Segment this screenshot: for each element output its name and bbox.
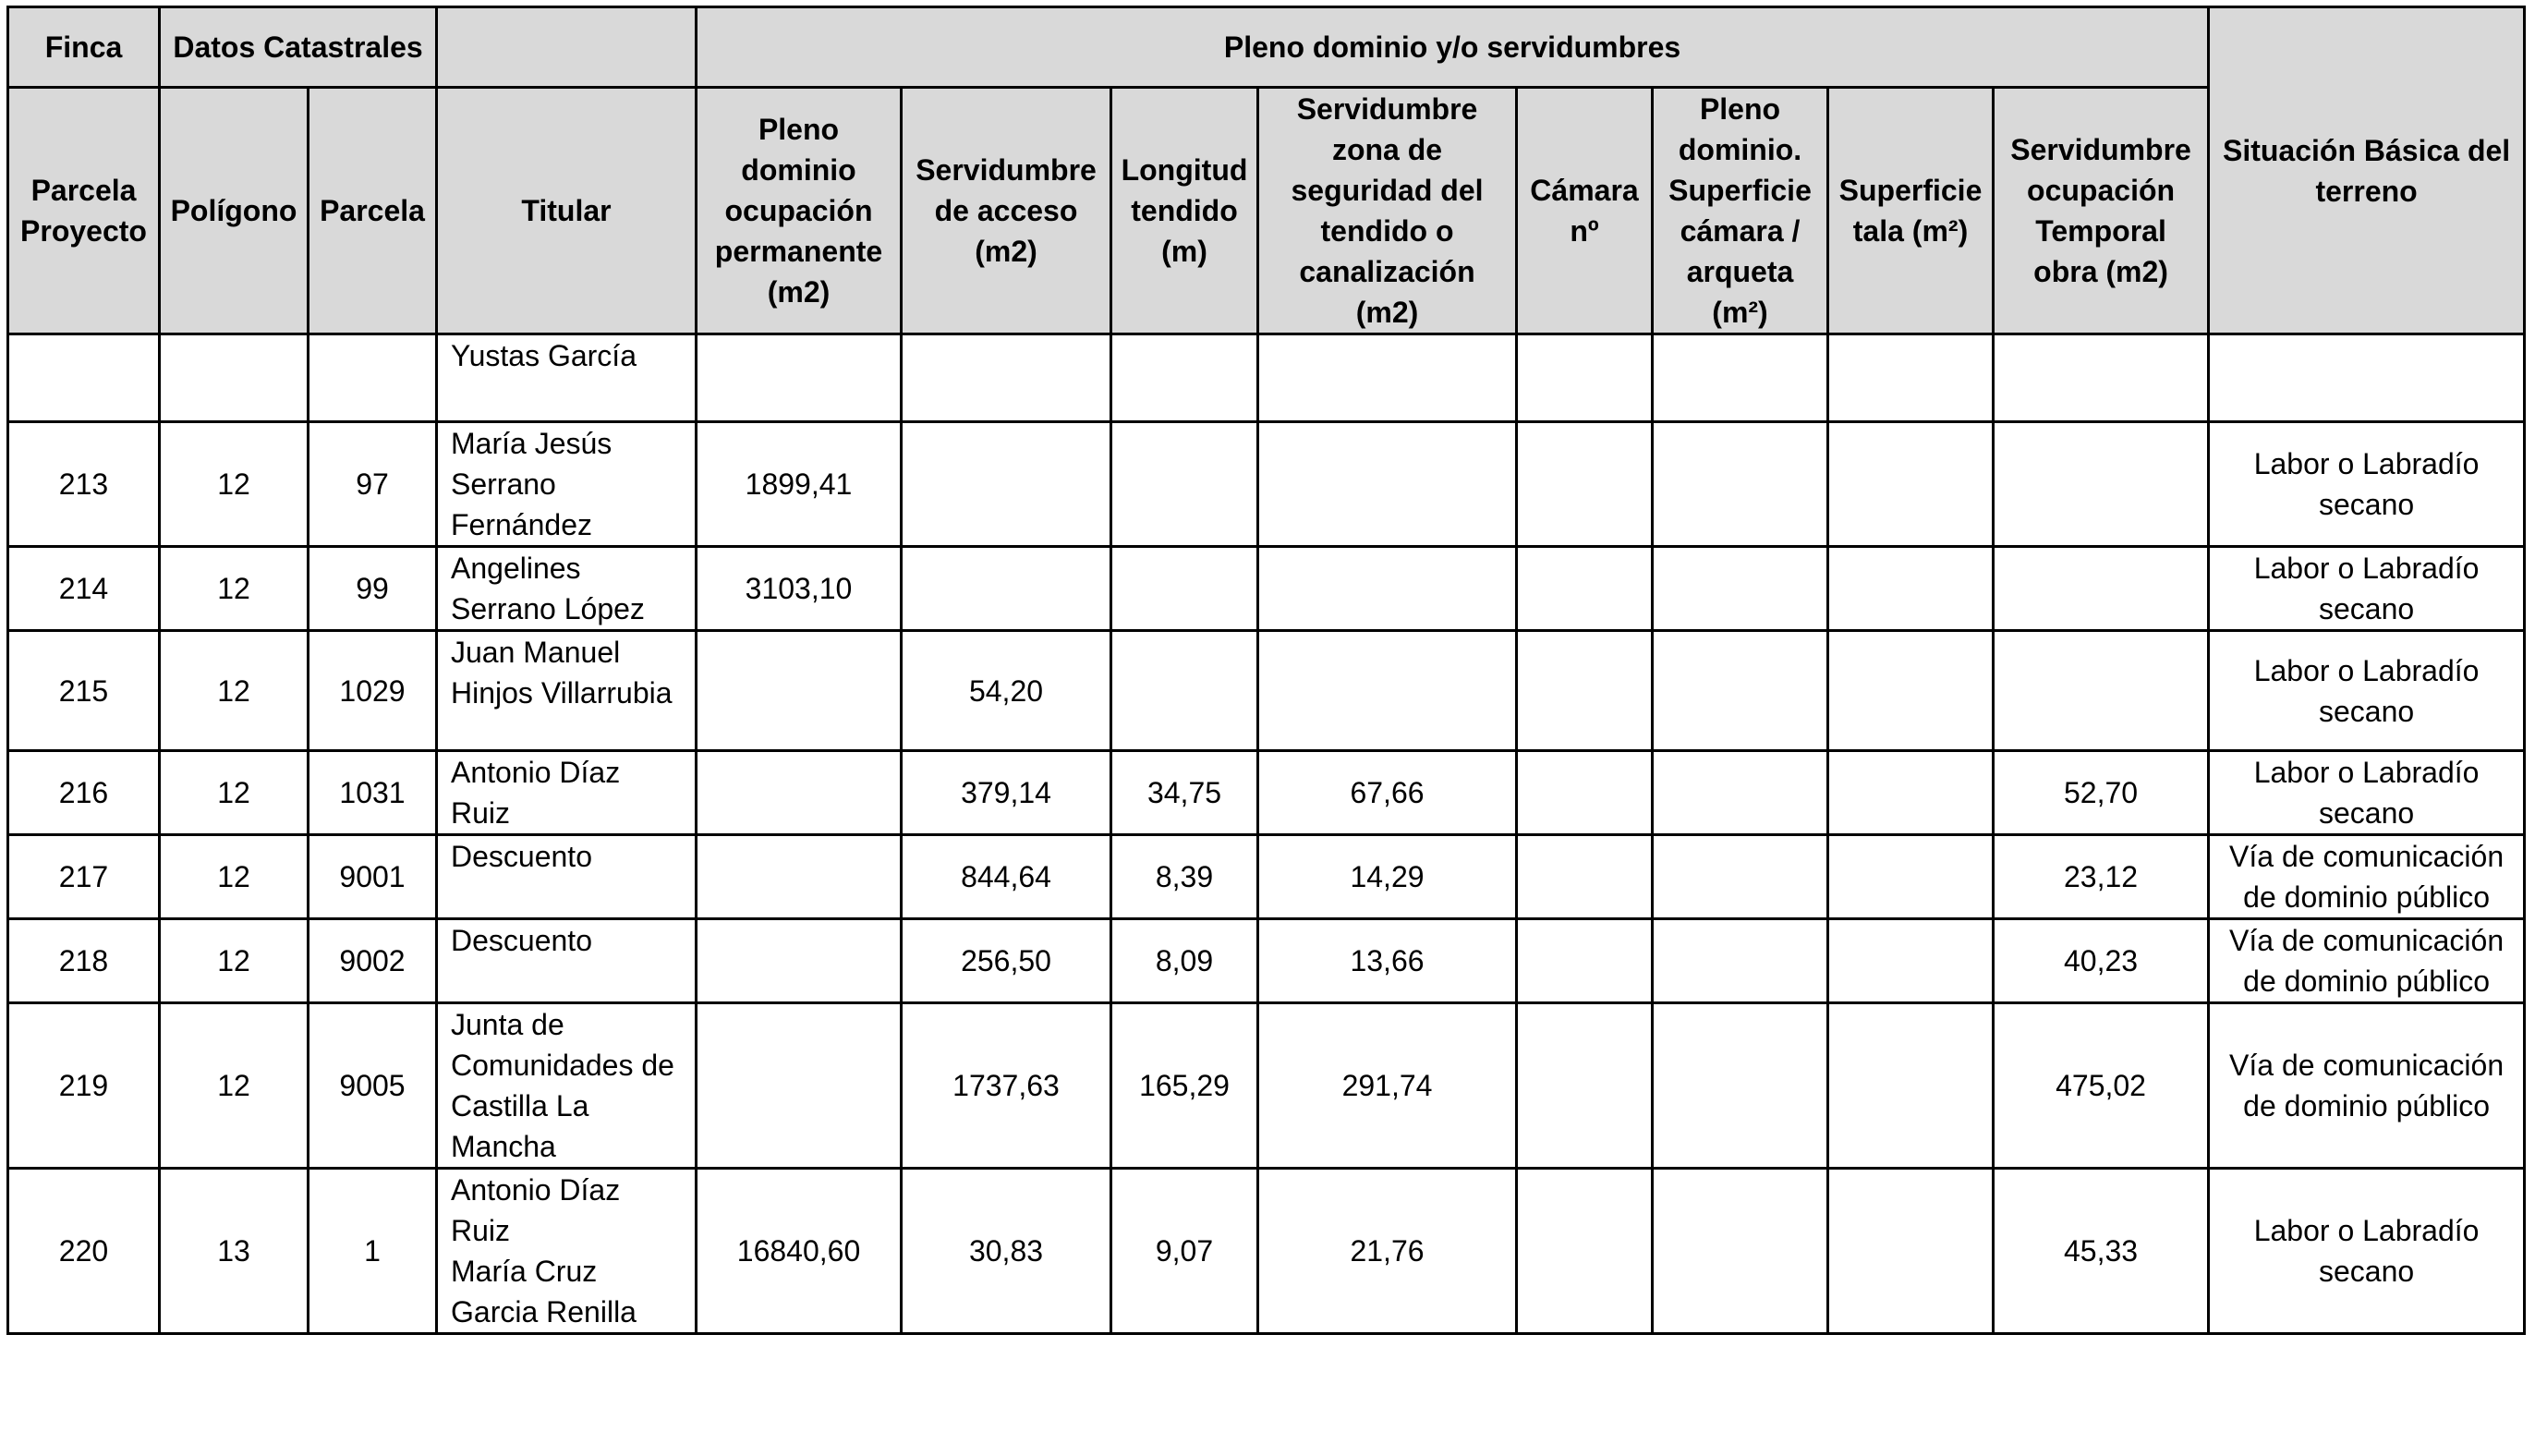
cell-parcela: 1 xyxy=(309,1169,437,1334)
cell-servidumbre-acceso xyxy=(902,334,1111,422)
cell-servidumbre-acceso xyxy=(902,422,1111,547)
cell-servidumbre-temporal: 23,12 xyxy=(1994,835,2209,919)
header-finca: Finca xyxy=(8,7,160,88)
cell-titular: Junta de Comunidades de Castilla La Mancha xyxy=(437,1003,697,1169)
cell-situacion: Labor o Labradío secano xyxy=(2209,631,2525,751)
cell-superficie-tala xyxy=(1828,751,1994,835)
cell-poligono: 12 xyxy=(160,422,309,547)
table-row xyxy=(8,751,2525,835)
cell-pleno-dominio xyxy=(697,751,902,835)
cell-camara xyxy=(1517,422,1653,547)
cell-servidumbre-zona xyxy=(1258,547,1517,631)
table-row xyxy=(8,1169,2525,1334)
cell-pleno-dominio: 3103,10 xyxy=(697,547,902,631)
cell-superficie-tala xyxy=(1828,919,1994,1003)
header-pleno-dominio-servidumbres: Pleno dominio y/o servidumbres xyxy=(697,7,2209,88)
cell-poligono: 12 xyxy=(160,1003,309,1169)
cell-longitud-tendido xyxy=(1111,422,1258,547)
cell-poligono: 13 xyxy=(160,1169,309,1334)
cell-pleno-dominio: 16840,60 xyxy=(697,1169,902,1334)
cell-pleno-camara xyxy=(1653,919,1828,1003)
cell-servidumbre-temporal xyxy=(1994,631,2209,751)
cell-superficie-tala xyxy=(1828,1169,1994,1334)
cell-poligono: 12 xyxy=(160,835,309,919)
table-row xyxy=(8,1003,2525,1169)
cell-pleno-dominio xyxy=(697,919,902,1003)
cell-parcela: 99 xyxy=(309,547,437,631)
cell-servidumbre-acceso: 379,14 xyxy=(902,751,1111,835)
cell-finca: 217 xyxy=(8,835,160,919)
header-superficie-tala: Superficie tala (m²) xyxy=(1828,88,1994,334)
cell-titular: Antonio Díaz Ruiz xyxy=(437,751,697,835)
cell-parcela: 97 xyxy=(309,422,437,547)
cell-servidumbre-zona: 67,66 xyxy=(1258,751,1517,835)
cell-titular: María Jesús Serrano Fernández xyxy=(437,422,697,547)
cell-situacion: Vía de comunicación de dominio público xyxy=(2209,1003,2525,1169)
cell-longitud-tendido: 8,09 xyxy=(1111,919,1258,1003)
cell-servidumbre-acceso: 54,20 xyxy=(902,631,1111,751)
header-blank xyxy=(437,7,697,88)
header-datos-catastrales: Datos Catastrales xyxy=(160,7,437,88)
cell-finca: 214 xyxy=(8,547,160,631)
cell-longitud-tendido: 165,29 xyxy=(1111,1003,1258,1169)
cell-servidumbre-acceso: 844,64 xyxy=(902,835,1111,919)
cell-titular: Angelines Serrano López xyxy=(437,547,697,631)
cell-finca: 218 xyxy=(8,919,160,1003)
cell-longitud-tendido: 9,07 xyxy=(1111,1169,1258,1334)
cell-servidumbre-zona xyxy=(1258,631,1517,751)
cell-situacion: Labor o Labradío secano xyxy=(2209,547,2525,631)
cell-servidumbre-zona: 291,74 xyxy=(1258,1003,1517,1169)
cell-finca: 220 xyxy=(8,1169,160,1334)
header-parcela-proyecto: Parcela Proyecto xyxy=(8,88,160,334)
cell-servidumbre-zona: 14,29 xyxy=(1258,835,1517,919)
cell-titular: Descuento xyxy=(437,835,697,919)
cell-pleno-camara xyxy=(1653,631,1828,751)
cell-pleno-camara xyxy=(1653,334,1828,422)
cell-parcela xyxy=(309,334,437,422)
table-row xyxy=(8,547,2525,631)
cell-pleno-camara xyxy=(1653,547,1828,631)
cell-parcela: 9001 xyxy=(309,835,437,919)
cell-poligono: 12 xyxy=(160,919,309,1003)
cell-finca: 215 xyxy=(8,631,160,751)
header-pleno-dominio-ocupacion: Pleno dominio ocupación permanente (m2) xyxy=(697,88,902,334)
cell-superficie-tala xyxy=(1828,835,1994,919)
cell-pleno-dominio xyxy=(697,835,902,919)
cell-camara xyxy=(1517,919,1653,1003)
header-row-group xyxy=(8,7,2525,88)
cell-longitud-tendido xyxy=(1111,547,1258,631)
cell-finca: 216 xyxy=(8,751,160,835)
cell-parcela: 1029 xyxy=(309,631,437,751)
header-parcela: Parcela xyxy=(309,88,437,334)
cell-camara xyxy=(1517,547,1653,631)
header-poligono: Polígono xyxy=(160,88,309,334)
cell-longitud-tendido xyxy=(1111,334,1258,422)
cell-pleno-camara xyxy=(1653,1169,1828,1334)
header-servidumbre-acceso: Servidumbre de acceso (m2) xyxy=(902,88,1111,334)
cell-superficie-tala xyxy=(1828,422,1994,547)
cell-servidumbre-temporal xyxy=(1994,422,2209,547)
expropriation-table xyxy=(6,6,2526,1335)
cell-pleno-dominio xyxy=(697,631,902,751)
header-situacion-basica: Situación Básica del terreno xyxy=(2209,7,2525,334)
cell-poligono: 12 xyxy=(160,547,309,631)
cell-pleno-camara xyxy=(1653,835,1828,919)
header-servidumbre-zona: Servidumbre zona de seguridad del tendido o canalización (m2) xyxy=(1258,88,1517,334)
cell-situacion: Vía de comunicación de dominio público xyxy=(2209,919,2525,1003)
table-body xyxy=(8,334,2525,1334)
cell-servidumbre-temporal: 45,33 xyxy=(1994,1169,2209,1334)
cell-servidumbre-temporal: 52,70 xyxy=(1994,751,2209,835)
cell-pleno-dominio: 1899,41 xyxy=(697,422,902,547)
cell-servidumbre-temporal: 40,23 xyxy=(1994,919,2209,1003)
cell-titular: Yustas García xyxy=(437,334,697,422)
cell-camara xyxy=(1517,751,1653,835)
cell-servidumbre-temporal: 475,02 xyxy=(1994,1003,2209,1169)
cell-servidumbre-zona: 13,66 xyxy=(1258,919,1517,1003)
header-servidumbre-temporal: Servidumbre ocupación Temporal obra (m2) xyxy=(1994,88,2209,334)
cell-servidumbre-temporal xyxy=(1994,547,2209,631)
cell-servidumbre-acceso xyxy=(902,547,1111,631)
cell-longitud-tendido xyxy=(1111,631,1258,751)
cell-superficie-tala xyxy=(1828,631,1994,751)
cell-situacion: Labor o Labradío secano xyxy=(2209,751,2525,835)
cell-situacion xyxy=(2209,334,2525,422)
cell-pleno-camara xyxy=(1653,1003,1828,1169)
cell-parcela: 9002 xyxy=(309,919,437,1003)
table-row xyxy=(8,919,2525,1003)
cell-poligono: 12 xyxy=(160,751,309,835)
cell-titular: Antonio Díaz Ruiz María Cruz Garcia Renilla xyxy=(437,1169,697,1334)
cell-longitud-tendido: 8,39 xyxy=(1111,835,1258,919)
cell-longitud-tendido: 34,75 xyxy=(1111,751,1258,835)
cell-parcela: 1031 xyxy=(309,751,437,835)
header-pleno-dominio-camara: Pleno dominio. Superficie cámara / arqueta (m²) xyxy=(1653,88,1828,334)
header-longitud-tendido: Longitud tendido (m) xyxy=(1111,88,1258,334)
cell-pleno-camara xyxy=(1653,751,1828,835)
table-row xyxy=(8,334,2525,422)
cell-pleno-dominio xyxy=(697,1003,902,1169)
cell-superficie-tala xyxy=(1828,547,1994,631)
cell-situacion: Labor o Labradío secano xyxy=(2209,422,2525,547)
cell-servidumbre-zona xyxy=(1258,422,1517,547)
cell-titular: Juan Manuel Hinjos Villarrubia xyxy=(437,631,697,751)
cell-servidumbre-zona: 21,76 xyxy=(1258,1169,1517,1334)
table-row xyxy=(8,422,2525,547)
cell-finca: 213 xyxy=(8,422,160,547)
table-row xyxy=(8,631,2525,751)
cell-servidumbre-acceso: 1737,63 xyxy=(902,1003,1111,1169)
cell-situacion: Labor o Labradío secano xyxy=(2209,1169,2525,1334)
cell-servidumbre-temporal xyxy=(1994,334,2209,422)
cell-titular: Descuento xyxy=(437,919,697,1003)
cell-finca: 219 xyxy=(8,1003,160,1169)
cell-camara xyxy=(1517,835,1653,919)
cell-parcela: 9005 xyxy=(309,1003,437,1169)
cell-superficie-tala xyxy=(1828,334,1994,422)
cell-camara xyxy=(1517,334,1653,422)
header-row-columns xyxy=(8,88,2525,334)
cell-servidumbre-acceso: 30,83 xyxy=(902,1169,1111,1334)
cell-servidumbre-acceso: 256,50 xyxy=(902,919,1111,1003)
cell-situacion: Vía de comunicación de dominio público xyxy=(2209,835,2525,919)
cell-camara xyxy=(1517,631,1653,751)
cell-finca xyxy=(8,334,160,422)
table-row xyxy=(8,835,2525,919)
cell-superficie-tala xyxy=(1828,1003,1994,1169)
cell-pleno-dominio xyxy=(697,334,902,422)
header-titular: Titular xyxy=(437,88,697,334)
cell-servidumbre-zona xyxy=(1258,334,1517,422)
cell-pleno-camara xyxy=(1653,422,1828,547)
cell-poligono: 12 xyxy=(160,631,309,751)
cell-camara xyxy=(1517,1003,1653,1169)
cell-camara xyxy=(1517,1169,1653,1334)
cell-poligono xyxy=(160,334,309,422)
header-camara-no: Cámara nº xyxy=(1517,88,1653,334)
